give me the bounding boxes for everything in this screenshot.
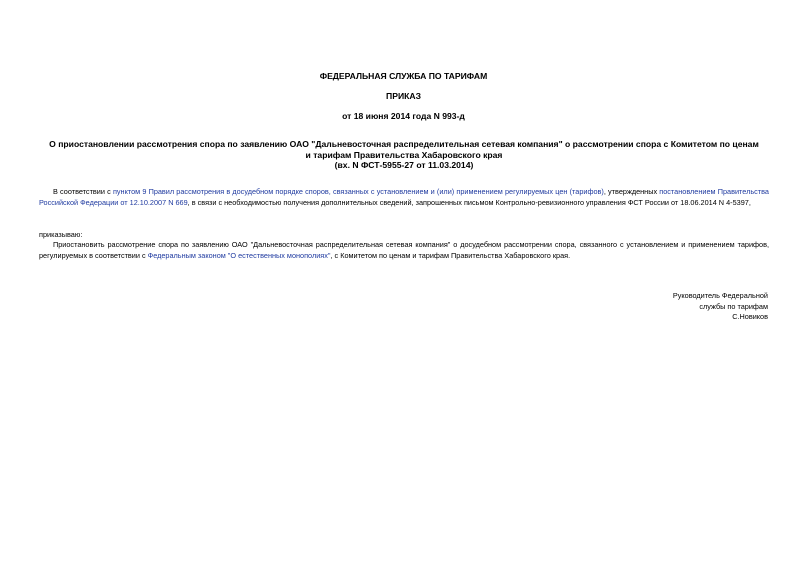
order-keyword: приказываю: (39, 230, 83, 239)
signer-name: С.Новиков (732, 312, 768, 322)
document-date: от 18 июня 2014 года N 993-д (342, 111, 465, 121)
document-type: ПРИКАЗ (386, 91, 421, 101)
basis-text-prefix: В соответствии с (53, 187, 113, 196)
signer-position-line-1: Руководитель Федеральной (672, 291, 768, 300)
signature-block (568, 291, 768, 323)
paragraph-decision (39, 240, 769, 261)
decision-text-suffix: , с Комитетом по ценам и тарифам Правительства Хабаровского края. (330, 250, 571, 260)
basis-text-suffix: , в связи с необходимостью получения дополнительных сведений, запрошенных письмом Контрольно-ревизионного управления ФСТ России от 18.06.2014 N 4-5397, (187, 197, 751, 207)
decision-text-prefix: Приостановить рассмотрение спора по заявлению ОАО "Дальневосточная распределительная сетевая компания" о досудебном рассмотрении спора, связанного с установлением и применением тарифов, регулируемых в соответствии с (39, 240, 769, 260)
signer-position-line-2: службы по тарифам (699, 301, 768, 311)
document-subject (39, 139, 769, 171)
federal-law-link[interactable]: Федеральным законом "О естественных монополиях" (147, 250, 331, 260)
government-decree-link[interactable]: постановлением Правительства Российской Федерации от 12.10.2007 N 669 (39, 187, 769, 207)
agency-title: ФЕДЕРАЛЬНАЯ СЛУЖБА ПО ТАРИФАМ (319, 71, 488, 81)
rules-point-9-link[interactable]: пунктом 9 Правил рассмотрения в досудебном порядке споров, связанных с установлением и (или) применением регулируемых цен (тарифов) (112, 187, 604, 196)
paragraph-basis (39, 187, 769, 208)
basis-text-mid: , утвержденных (603, 187, 660, 196)
subject-line-1: О приостановлении рассмотрения спора по заявлению ОАО "Дальневосточная распределительная сетевая компания" о рассмотрении спора с Комитетом по ценам (49, 139, 759, 149)
subject-line-3: (вх. N ФСТ-5955-27 от 11.03.2014) (334, 160, 474, 170)
subject-line-2: и тарифам Правительства Хабаровского края (305, 149, 503, 160)
